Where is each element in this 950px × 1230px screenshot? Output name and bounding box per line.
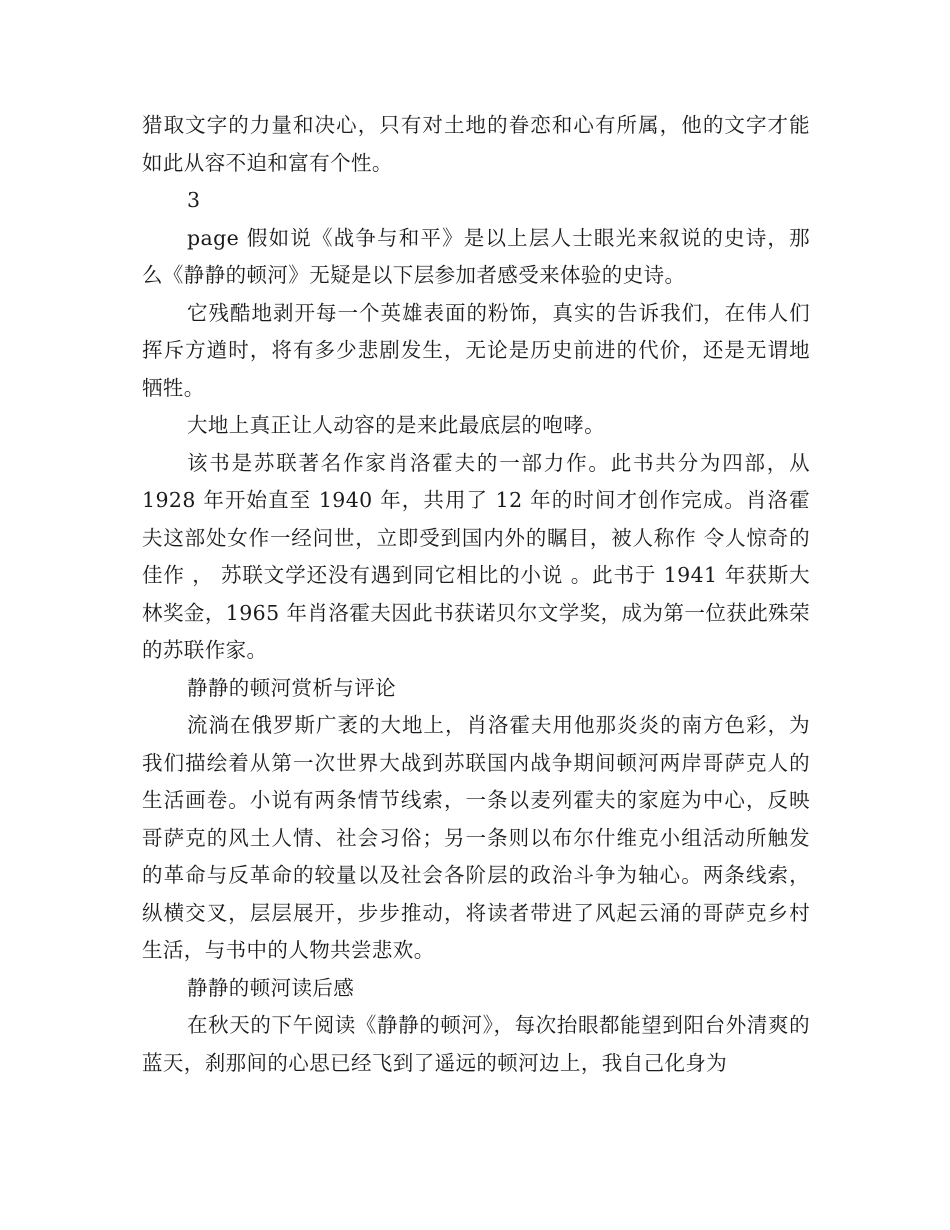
paragraph-comparison: page 假如说《战争与和平》是以上层人士眼光来叙说的史诗，那么《静静的顿河》无疑是以下层参加者感受来体验的史诗。	[142, 225, 810, 287]
section-heading-reflection: 静静的顿河读后感	[187, 975, 355, 1000]
page-number-paragraph: 3	[187, 188, 201, 212]
paragraph-heroes: 它残酷地剥开每一个英雄表面的粉饰，真实的告诉我们，在伟人们挥斥方遒时，将有多少悲剧发生，无论是历史前进的代价，还是无谓地牺牲。	[142, 300, 810, 400]
section-heading-analysis: 静静的顿河赏析与评论	[187, 675, 396, 700]
paragraph-book-intro: 该书是苏联著名作家肖洛霍夫的一部力作。此书共分为四部，从 1928 年开始直至 1940 年，共用了 12 年的时间才创作完成。肖洛霍夫这部处女作一经问世，立即受到国内外的瞩目，被人称作 令人惊奇的佳作 ， 苏联文学还没有遇到同它相比的小说 。此书于 1941 年获斯大林奖金，1965 年肖洛霍夫因此书获诺贝尔文学奖，成为第一位获此殊荣的苏联作家。	[142, 450, 810, 662]
paragraph-continuation: 猎取文字的力量和决心，只有对土地的眷恋和心有所属，他的文字才能如此从容不迫和富有个性。	[142, 113, 810, 175]
body-text	[142, 107, 810, 1082]
paragraph-reflection: 在秋天的下午阅读《静静的顿河》，每次抬眼都能望到阳台外清爽的蓝天，刹那间的心思已经飞到了遥远的顿河边上，我自己化身为	[142, 1013, 810, 1075]
paragraph-analysis: 流淌在俄罗斯广袤的大地上，肖洛霍夫用他那炎炎的南方色彩，为我们描绘着从第一次世界大战到苏联国内战争期间顿河两岸哥萨克人的生活画卷。小说有两条情节线索，一条以麦列霍夫的家庭为中心，反映哥萨克的风土人情、社会习俗；另一条则以布尔什维克小组活动所触发的革命与反革命的较量以及社会各阶层的政治斗争为轴心。两条线索，纵横交叉，层层展开，步步推动，将读者带进了风起云涌的哥萨克乡村生活，与书中的人物共尝悲欢。	[142, 713, 810, 962]
paragraph-roar: 大地上真正让人动容的是来此最底层的咆哮。	[187, 413, 605, 437]
